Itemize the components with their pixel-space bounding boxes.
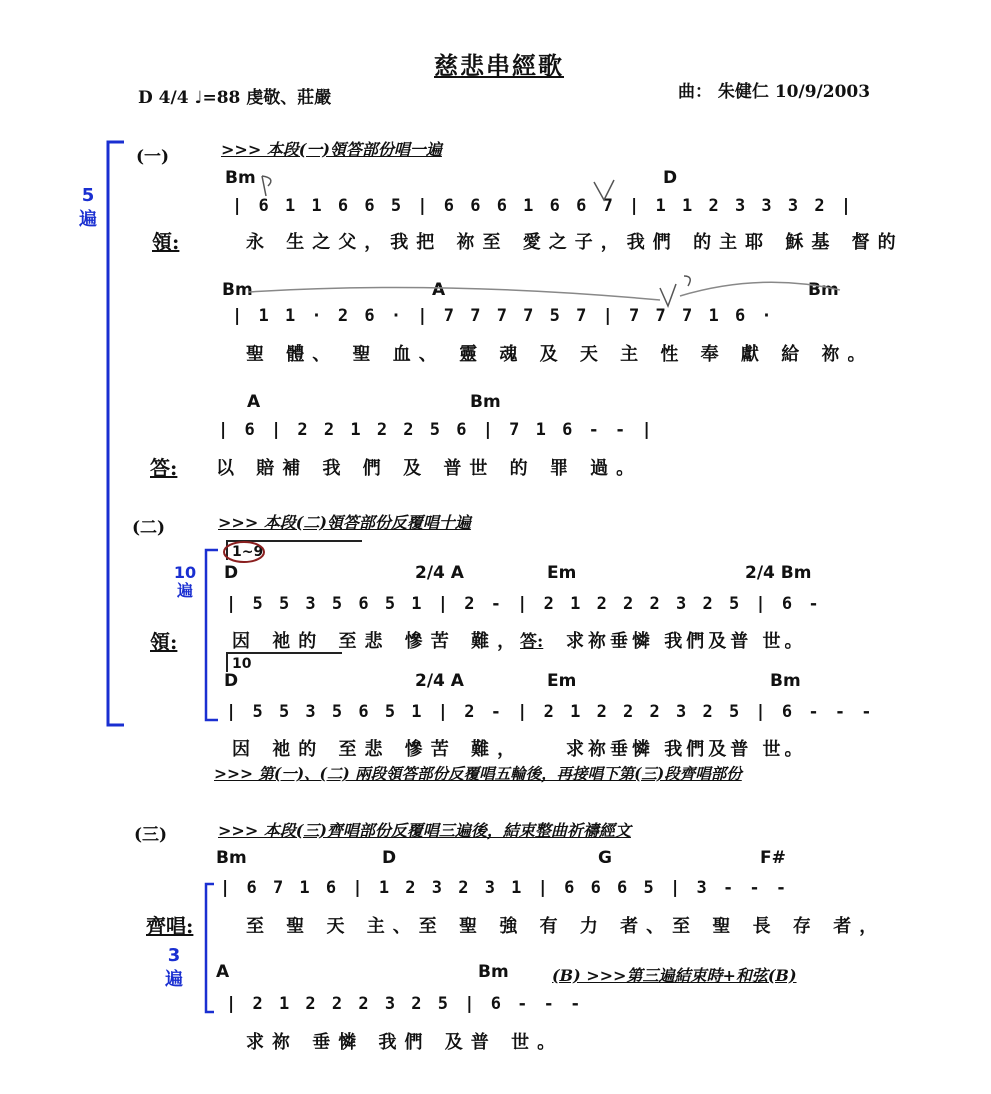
chord-symbol: A xyxy=(432,280,446,300)
chord-symbol: A xyxy=(247,392,261,412)
section-label-1: (一) xyxy=(136,147,170,167)
chord-symbol: D xyxy=(224,563,239,583)
lyrics-line: 聖 體、 聖 血、 靈 魂 及 天 主 性 奉 獻 給 祢。 xyxy=(246,344,874,365)
note-sequence: 6 7 1 6 | 1 2 3 2 3 1 | 6 6 6 5 | 3 - - - xyxy=(246,878,790,898)
section-instruction-1: >>> 本段(一)領答部份唱一遍 xyxy=(221,140,442,159)
lyrics-line: 永 生之父，我把 祢至 愛之子，我們 的主耶 穌基 督的 xyxy=(246,232,904,253)
lyrics-line: 因 祂的 至悲 慘苦 難， xyxy=(232,631,524,652)
key-tempo-expression: D 4/4 ♩=88 虔敬、莊嚴 xyxy=(138,88,332,108)
note-sequence: 2 1 2 2 2 3 2 5 | 6 - - - xyxy=(252,994,584,1014)
chord-symbol: Em xyxy=(547,563,577,583)
role-lead-2: 領: xyxy=(150,630,178,654)
chord-symbol: D xyxy=(382,848,397,868)
chord-symbol: Bm xyxy=(478,962,509,982)
note-sequence: 5 5 3 5 6 5 1 | 2 - | 2 1 2 2 2 3 2 5 | 6 - xyxy=(252,594,822,614)
between-sections-note: >>> 第(一)、(二) 兩段領答部份反覆唱五輪後，再接唱下第(三)段齊唱部份 xyxy=(214,764,742,783)
lyrics-line-answer: 求祢垂憐 我們及普 世。 xyxy=(566,631,807,652)
role-lead-1: 領: xyxy=(152,230,180,254)
barline: | xyxy=(226,994,253,1014)
chord-symbol: D xyxy=(224,671,239,691)
chord-symbol: Em xyxy=(547,671,577,691)
note-sequence: 1 1 · 2 6 · | 7 7 7 7 5 7 | 7 7 7 1 6 · xyxy=(258,306,775,326)
chord-symbol: D xyxy=(663,168,678,188)
note-sequence: 6 1 1 6 6 5 | 6 6 6 1 6 6 7 | 1 1 2 3 3 3 2 | xyxy=(258,196,855,216)
section-instruction-2: >>> 本段(二)領答部份反覆唱十遍 xyxy=(218,513,471,532)
barline: | xyxy=(220,878,247,898)
chord-symbol: 2/4 A xyxy=(415,563,464,583)
repeat-count-10: 10 遍 xyxy=(173,563,197,600)
lyrics-line: 因 祂的 至悲 慘苦 難， xyxy=(232,739,524,760)
second-ending-label: 10 xyxy=(232,656,252,672)
repeat-count-5: 5 遍 xyxy=(79,185,97,230)
chord-symbol: A xyxy=(216,962,230,982)
repeat-count-3: 3 遍 xyxy=(165,945,183,990)
lyrics-line: 求祢 垂憐 我們 及普 世。 xyxy=(246,1032,564,1053)
chord-symbol: Bm xyxy=(225,168,256,188)
chord-symbol: F# xyxy=(760,848,786,868)
section-instruction-3: >>> 本段(三)齊唱部份反覆唱三遍後，結束整曲祈禱經文 xyxy=(218,821,631,840)
page-title: 慈悲串經歌 xyxy=(434,51,564,80)
section-label-3: (三) xyxy=(134,825,168,845)
lyrics-line: 以 賠補 我 們 及 普世 的 罪 過。 xyxy=(216,458,643,479)
barline: | xyxy=(232,196,259,216)
coda-note: (B) >>>第三遍結束時+和弦(B) xyxy=(552,966,797,985)
chord-symbol: Bm xyxy=(216,848,247,868)
chord-symbol: Bm xyxy=(770,671,801,691)
lyrics-line-answer: 求祢垂憐 我們及普 世。 xyxy=(566,739,807,760)
chord-symbol: Bm xyxy=(808,280,839,300)
section-label-2: (二) xyxy=(132,518,166,538)
barline: | xyxy=(218,420,245,440)
role-answer-2: 答: xyxy=(520,632,544,652)
barline: | xyxy=(226,594,253,614)
barline: | xyxy=(232,306,259,326)
composer-credit: 曲： 朱健仁 10/9/2003 xyxy=(678,82,871,102)
chord-symbol: 2/4 Bm xyxy=(745,563,812,583)
barline: | xyxy=(226,702,253,722)
first-ending-label: 1~9 xyxy=(232,544,264,560)
lyrics-line: 至 聖 天 主、至 聖 強 有 力 者、至 聖 長 存 者， xyxy=(246,916,886,937)
role-answer-1: 答: xyxy=(150,456,178,480)
chord-symbol: 2/4 A xyxy=(415,671,464,691)
chord-symbol: G xyxy=(598,848,612,868)
note-sequence: 5 5 3 5 6 5 1 | 2 - | 2 1 2 2 2 3 2 5 | 6 - - - xyxy=(252,702,875,722)
chord-symbol: Bm xyxy=(470,392,501,412)
note-sequence: 6 | 2 2 1 2 2 5 6 | 7 1 6 - - | xyxy=(244,420,655,440)
role-together: 齊唱: xyxy=(146,914,194,938)
chord-symbol: Bm xyxy=(222,280,253,300)
